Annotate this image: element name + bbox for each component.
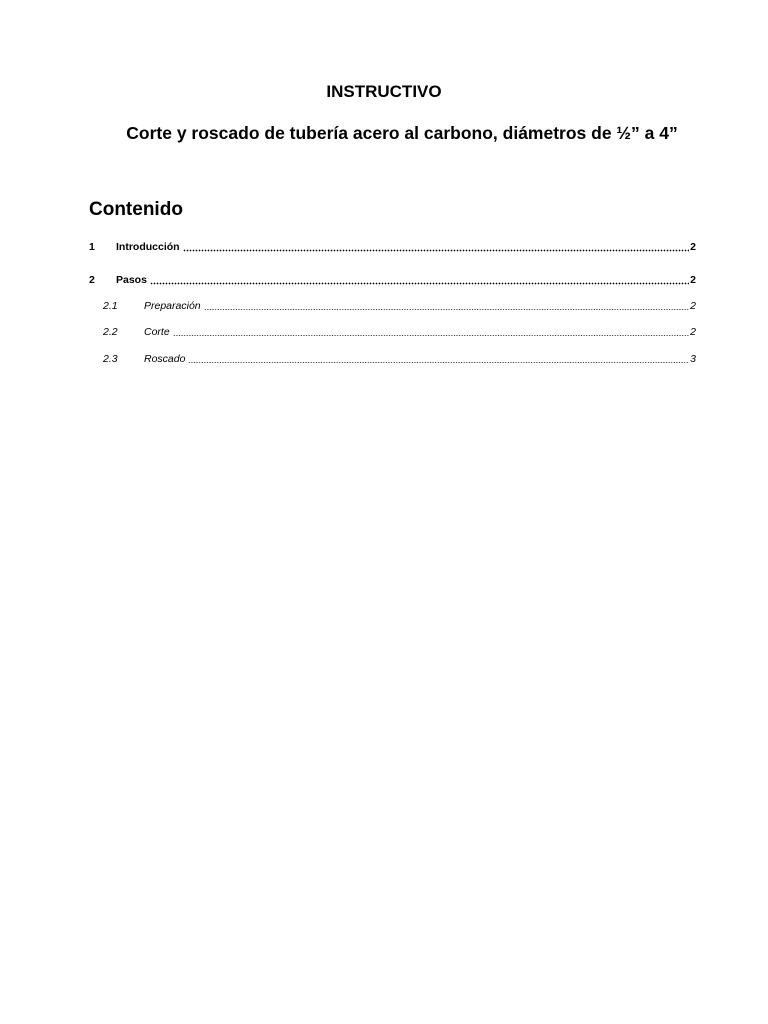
toc-entry-corte[interactable] [89,323,696,339]
toc-entry-number: 1 [89,241,95,253]
toc-entry-roscado[interactable] [89,350,696,366]
dot-leader [204,297,690,311]
toc-entry-number: 2.1 [103,300,118,312]
dot-leader [188,350,689,364]
toc-entry-page: 3 [690,353,696,365]
toc-entry-number: 2 [89,274,95,286]
toc-entry-introduccion[interactable] [89,238,696,254]
toc-entry-page: 2 [690,274,696,286]
dot-leader [173,323,689,337]
toc-entry-label: Corte [144,326,170,338]
toc-entry-label: Roscado [144,353,186,365]
toc-entry-label: Preparación [144,300,201,312]
toc-heading: Contenido [89,199,183,220]
document-subtitle: Corte y roscado de tubería acero al carbono, diámetros de ½” a 4” [126,123,678,143]
dot-leader [183,238,690,252]
toc-entry-number: 2.3 [103,353,118,365]
toc-entry-number: 2.2 [103,326,118,338]
toc-entry-label: Pasos [116,274,147,286]
toc-entry-page: 2 [690,326,696,338]
toc-entry-page: 2 [690,241,696,253]
toc-entry-page: 2 [690,300,696,312]
toc-entry-preparacion[interactable] [89,297,696,313]
dot-leader [150,271,689,285]
toc-entry-label: Introducción [116,241,180,253]
document-title: INSTRUCTIVO [326,82,442,101]
toc-entry-pasos[interactable] [89,271,696,287]
